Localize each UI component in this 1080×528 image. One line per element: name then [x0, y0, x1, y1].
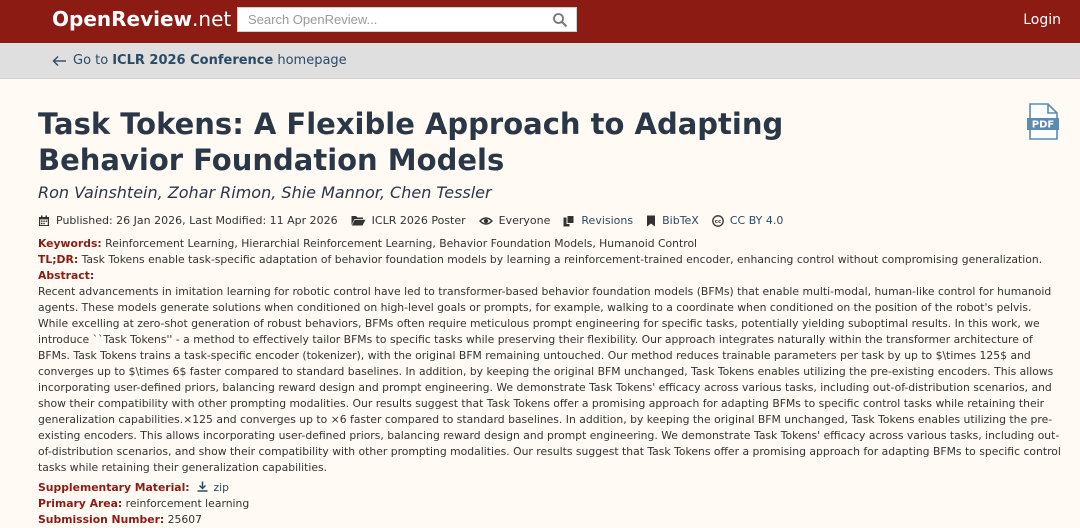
venue-homepage-link[interactable] — [52, 53, 347, 68]
link-prefix: Go to — [73, 53, 109, 68]
top-navbar — [0, 0, 1080, 43]
abstract-label: Abstract: — [38, 269, 95, 282]
pdf-icon[interactable] — [1027, 103, 1059, 141]
keywords-row — [38, 236, 1062, 252]
svg-text:PDF: PDF — [1031, 119, 1055, 131]
meta-readers-text: Everyone — [498, 214, 551, 227]
submission-number-label: Submission Number: — [38, 513, 165, 526]
tldr-label: TL;DR: — [38, 253, 79, 266]
primary-area-row — [38, 496, 1062, 512]
login-link[interactable]: Login — [1023, 12, 1061, 28]
submission-number-row — [38, 512, 1062, 528]
license-link[interactable]: CC BY 4.0 — [729, 214, 784, 227]
paper-title: Task Tokens: A Flexible Approach to Adapting Behavior Foundation Models — [38, 107, 784, 177]
meta-dates-text: Published: 26 Jan 2026, Last Modified: 11 Apr 2026 — [56, 214, 338, 227]
primary-area-label: Primary Area: — [38, 497, 123, 510]
keywords-value: Reinforcement Learning, Hierarchial Reinforcement Learning, Behavior Foundation Models, Humanoid Control — [105, 237, 698, 250]
calendar-icon — [38, 215, 50, 227]
submission-number-value: 25607 — [167, 513, 203, 526]
paper-authors[interactable]: Ron Vainshtein, Zohar Rimon, Shie Mannor, Chen Tessler — [38, 183, 492, 202]
meta-dates — [38, 214, 338, 227]
paper-meta-row — [38, 214, 796, 227]
search-input[interactable] — [238, 8, 538, 31]
link-suffix: homepage — [277, 53, 347, 68]
bibtex-link[interactable]: BibTeX — [662, 214, 699, 227]
creative-commons-icon — [712, 215, 724, 227]
venue-breadcrumb-bar — [0, 43, 1080, 79]
supplementary-row — [38, 480, 1062, 496]
tldr-row — [38, 252, 1062, 268]
search-icon[interactable] — [552, 12, 568, 28]
meta-bibtex[interactable] — [646, 214, 699, 227]
supplementary-label: Supplementary Material: — [38, 481, 190, 494]
meta-venue-text: ICLR 2026 Poster — [371, 214, 466, 227]
search-box — [237, 7, 577, 32]
folder-open-icon — [351, 215, 366, 226]
eye-icon — [479, 216, 493, 226]
supplementary-zip-link[interactable]: zip — [213, 481, 230, 494]
meta-license[interactable] — [712, 214, 784, 227]
svg-text:cc: cc — [714, 218, 722, 225]
openreview-logo[interactable] — [52, 7, 231, 31]
meta-venue — [351, 214, 466, 227]
revisions-icon — [563, 215, 575, 227]
brand-suffix: .net — [192, 7, 232, 31]
tldr-value: Task Tokens enable task-specific adaptation of behavior foundation models by learning a reinforcement-trained encoder, enhancing control without compromising generalization. — [81, 253, 1043, 266]
bookmark-icon — [646, 215, 656, 227]
meta-revisions[interactable] — [563, 214, 633, 227]
arrow-left-icon — [52, 55, 67, 67]
download-icon[interactable] — [197, 481, 208, 492]
keywords-label: Keywords: — [38, 237, 102, 250]
abstract-row — [38, 268, 1062, 476]
revisions-link[interactable]: Revisions — [581, 214, 634, 227]
abstract-text: Recent advancements in imitation learning for robotic control have led to transformer-based behavior foundation models (BFMs) that enable multi-modal, human-like control for humanoid agents. These models generate solutions when conditioned on high-level goals or prompts, for example, walking to a coordinate when conditioned on the position of the robot's pelvis. While excelling at zero-shot generation of robust behaviors, BFMs often require meticulous prompt engineering for specific tasks, potentially yielding suboptimal results. In this work, we introduce ``Task Tokens'' - a method to effectively tailor BFMs to specific tasks while preserving their flexibility. Our approach integrates naturally within the transformer architecture of BFMs. Task Tokens trains a task-specific encoder (tokenizer), with the original BFM remaining untouched. Our method reduces trainable parameters per task by up to $\times 125$ and converges up to $\times 6$ faster compared to standard baselines. In addition, by keeping the original BFM unchanged, Task Tokens enables utilizing the pre-existing encoders. This allows incorporating user-defined priors, balancing reward design and prompt engineering. We demonstrate Task Tokens' efficacy across various tasks, including out-of-distribution scenarios, and show their compatibility with other prompting modalities. Our results suggest that Task Tokens offer a promising approach for adapting BFMs to specific control tasks while retaining their generalization capabilities.×125 and converges up to ×6 faster compared to standard baselines. In addition, by keeping the original BFM unchanged, Task Tokens enables utilizing the pre-existing encoders. This allows incorporating user-defined priors, balancing reward design and prompt engineering. We demonstrate Task Tokens' efficacy across various tasks, including out-of-distribution scenarios, and show their compatibility with other prompting modalities. Our results suggest that Task Tokens offer a promising approach for adapting BFMs to specific control tasks while retaining their generalization capabilities. — [38, 285, 1061, 474]
link-venue: ICLR 2026 Conference — [112, 53, 274, 68]
paper-fields — [38, 236, 1062, 528]
brand-main: OpenReview — [52, 7, 193, 31]
meta-readers — [479, 214, 551, 227]
primary-area-value: reinforcement learning — [125, 497, 250, 510]
